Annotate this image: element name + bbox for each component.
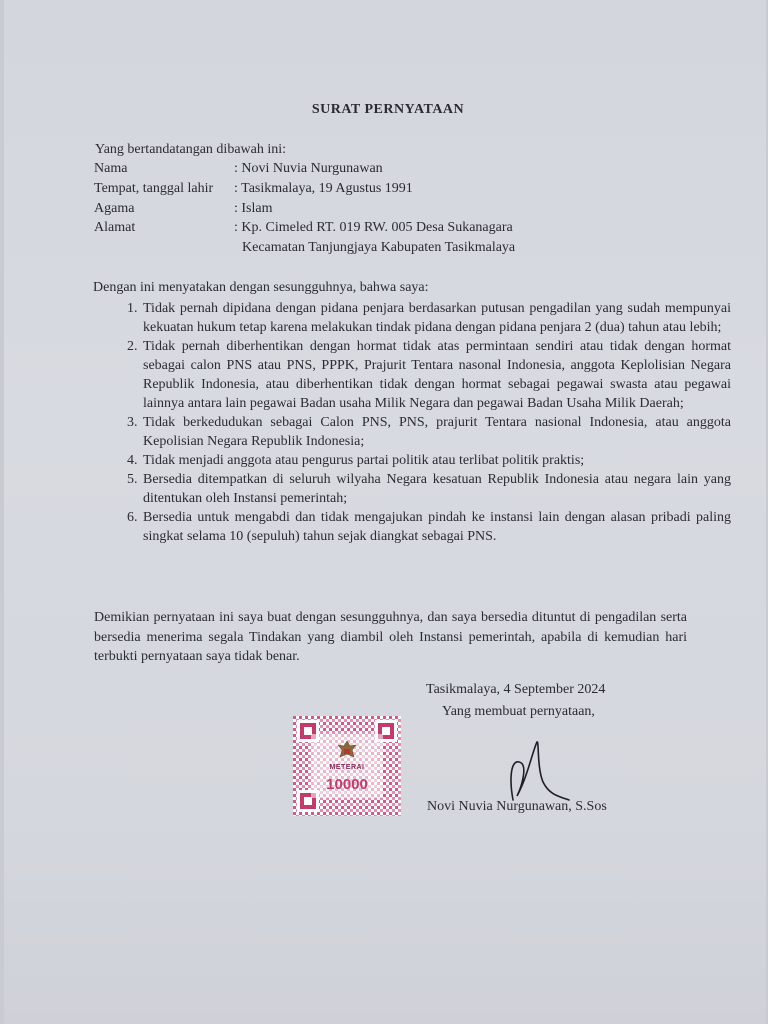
statement-list bbox=[94, 299, 731, 546]
maker-label: Yang membuat pernyataan, bbox=[442, 704, 595, 719]
list-item: 5. Bersedia ditempatkan di seluruh wilyaha Negara kesatuan Republik Indonesia atau negara lain yang ditentukan oleh Instansi pemerintah; bbox=[141, 470, 731, 508]
document-title: SURAT PERNYATAAN bbox=[311, 102, 465, 117]
field-label-name: Nama bbox=[94, 161, 128, 176]
list-item: 6. Bersedia untuk mengabdi dan tidak mengajukan pindah ke instansi lain dengan alasan pribadi paling singkat selama 10 (sepuluh) tahun sejak diangkat sebagai PNS. bbox=[141, 508, 731, 546]
stamp-amount: 10000 bbox=[326, 776, 368, 793]
stamp-type-label: METERAI bbox=[329, 764, 365, 771]
e-meterai-stamp bbox=[293, 716, 401, 816]
signature bbox=[499, 738, 579, 808]
field-label-religion: Agama bbox=[94, 201, 135, 216]
garuda-emblem-icon bbox=[337, 740, 357, 762]
list-item: 1. Tidak pernah dipidana dengan pidana penjara berdasarkan putusan pengadilan yang sudah mempunyai kekuatan hukum tetap karena melakukan tindak pidana dengan pidana penjara 2 (dua) tahun atau lebih; bbox=[141, 299, 731, 337]
field-value-address-cont: Kecamatan Tanjungjaya Kabupaten Tasikmalaya bbox=[242, 240, 516, 255]
intro-text: Yang bertandatangan dibawah ini: bbox=[95, 142, 287, 157]
field-label-address: Alamat bbox=[94, 220, 136, 235]
field-value-religion: : Islam bbox=[234, 201, 273, 216]
field-value-birth: : Tasikmalaya, 19 Agustus 1991 bbox=[234, 181, 413, 196]
signer-name: Novi Nuvia Nurgunawan, S.Sos bbox=[427, 799, 607, 814]
list-item: 3. Tidak berkedudukan sebagai Calon PNS, PNS, prajurit Tentara nasional Indonesia, atau anggota Kepolisian Negara Republik Indonesia; bbox=[141, 413, 731, 451]
statement-text: Dengan ini menyatakan dengan sesungguhnya, bahwa saya: bbox=[93, 280, 429, 295]
document-paper bbox=[4, 0, 766, 1024]
list-item: 4. Tidak menjadi anggota atau pengurus partai politik atau terlibat politik praktis; bbox=[141, 451, 731, 470]
place-date: Tasikmalaya, 4 September 2024 bbox=[426, 682, 606, 697]
field-label-birth: Tempat, tanggal lahir bbox=[94, 181, 214, 196]
closing-paragraph: Demikian pernyataan ini saya buat dengan sesungguhnya, dan saya bersedia dituntut di pengadilan serta bersedia menerima segala Tindakan yang diambil oleh Instansi pemerintah, apabila di kemudian hari terbukti pernyataan saya tidak benar. bbox=[94, 610, 687, 664]
field-value-address: : Kp. Cimeled RT. 019 RW. 005 Desa Sukanagara bbox=[234, 220, 513, 235]
list-item: 2. Tidak pernah diberhentikan dengan hormat tidak atas permintaan sendiri atau tidak dengan hormat sebagai calon PNS atau PNS, PPPK, Prajurit Tentara nasonal Indonesia, anggota Keplolisian Negara Republik Indonesia, atau diberhentikan tidak dengan hormat sebagai pegawai swasta atau pegawai lainnya antara lain pegawai Badan usaha Milik Negara dan pegawai Badan Usaha Milik Daerah; bbox=[141, 337, 731, 413]
field-value-name: : Novi Nuvia Nurgunawan bbox=[234, 161, 383, 176]
